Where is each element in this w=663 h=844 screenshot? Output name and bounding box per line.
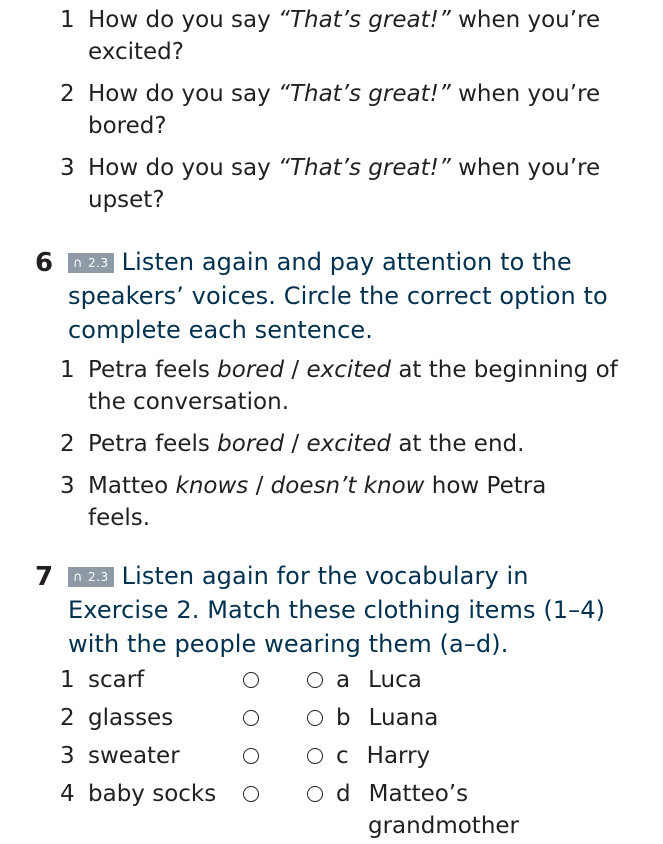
question-3-continued: upset? — [88, 187, 165, 213]
clothing-item-label: scarf — [88, 667, 145, 693]
option-2[interactable]: excited — [306, 431, 392, 457]
option-1[interactable]: bored — [217, 357, 285, 383]
person-label: Harry — [366, 743, 431, 769]
option-2[interactable]: excited — [306, 357, 392, 383]
item-letter: b — [336, 705, 351, 731]
exercise-7-instruction-line-3: with the people wearing them (a–d). — [68, 630, 509, 658]
item-letter: d — [336, 781, 351, 807]
question-3 — [60, 152, 600, 184]
item-number: 2 — [60, 431, 75, 457]
exercise-6-item-1-continued: the conversation. — [88, 389, 290, 415]
option-1[interactable]: knows — [175, 473, 249, 499]
clothing-item-label: baby socks — [88, 781, 217, 807]
question-text: How do you say — [88, 155, 279, 181]
question-text-end: when you’re — [450, 7, 601, 33]
circle-icon[interactable] — [307, 786, 323, 802]
circle-icon[interactable] — [307, 672, 323, 688]
quote-text: “That’s great!” — [278, 7, 451, 33]
exercise-7-number: 7 — [35, 562, 54, 592]
match-left-item — [60, 664, 144, 696]
item-letter: a — [336, 667, 351, 693]
audio-track-badge[interactable] — [68, 253, 114, 273]
question-number: 2 — [60, 81, 75, 107]
person-label: Luca — [368, 667, 422, 693]
option-1[interactable]: bored — [217, 431, 285, 457]
exercise-6-number: 6 — [35, 248, 54, 278]
match-left-item — [60, 740, 180, 772]
item-number: 1 — [60, 667, 75, 693]
option-separator: / — [248, 473, 271, 499]
question-text-end: when you’re — [450, 155, 601, 181]
exercise-6-item-3 — [60, 470, 546, 502]
option-separator: / — [284, 357, 307, 383]
question-number: 3 — [60, 155, 75, 181]
circle-icon[interactable] — [243, 786, 259, 802]
question-2-continued: bored? — [88, 113, 167, 139]
question-text-end: when you’re — [450, 81, 601, 107]
audio-track-number: 2.3 — [88, 570, 109, 584]
person-label: Matteo’s — [368, 781, 469, 807]
match-right-item — [336, 740, 430, 772]
match-left-item — [60, 702, 173, 734]
circle-icon[interactable] — [307, 748, 323, 764]
item-number: 3 — [60, 473, 75, 499]
instruction-text: Listen again for the vocabulary in — [121, 562, 529, 590]
audio-track-badge[interactable] — [68, 567, 114, 587]
exercise-7-instruction-line-2: Exercise 2. Match these clothing items (1–4) — [68, 596, 606, 624]
circle-icon[interactable] — [243, 672, 259, 688]
exercise-6-item-2 — [60, 428, 524, 460]
question-text: How do you say — [88, 7, 279, 33]
clothing-item-label: sweater — [88, 743, 180, 769]
question-number: 1 — [60, 7, 75, 33]
item-text-end: how Petra — [424, 473, 547, 499]
item-text: Matteo — [88, 473, 176, 499]
circle-icon[interactable] — [307, 710, 323, 726]
item-letter: c — [336, 743, 349, 769]
quote-text: “That’s great!” — [278, 155, 451, 181]
question-text: How do you say — [88, 81, 279, 107]
item-text-end: at the end. — [391, 431, 525, 457]
match-left-item — [60, 778, 216, 810]
exercise-7-instruction-line-1 — [68, 559, 529, 593]
exercise-6-item-3-continued: feels. — [88, 505, 151, 531]
question-1-continued: excited? — [88, 39, 184, 65]
exercise-6-instruction-line-3: complete each sentence. — [68, 316, 373, 344]
option-separator: / — [284, 431, 307, 457]
item-number: 3 — [60, 743, 75, 769]
match-right-item — [336, 778, 468, 810]
exercise-6-instruction-line-1 — [68, 245, 572, 279]
exercise-6-instruction-line-2: speakers’ voices. Circle the correct option to — [68, 282, 608, 310]
person-label: Luana — [368, 705, 439, 731]
item-text: Petra feels — [88, 357, 218, 383]
audio-track-number: 2.3 — [88, 256, 109, 270]
headphones-icon: ∩ — [73, 256, 84, 271]
quote-text: “That’s great!” — [278, 81, 451, 107]
item-number: 4 — [60, 781, 75, 807]
instruction-text: Listen again and pay attention to the — [121, 248, 572, 276]
item-number: 1 — [60, 357, 75, 383]
match-right-item-continued: grandmother — [368, 813, 520, 839]
circle-icon[interactable] — [243, 748, 259, 764]
clothing-item-label: glasses — [88, 705, 174, 731]
match-right-item — [336, 664, 422, 696]
item-text: Petra feels — [88, 431, 218, 457]
item-number: 2 — [60, 705, 75, 731]
exercise-6-item-1 — [60, 354, 618, 386]
question-2 — [60, 78, 600, 110]
question-1 — [60, 4, 600, 36]
item-text-end: at the beginning of — [391, 357, 618, 383]
match-right-item — [336, 702, 438, 734]
headphones-icon: ∩ — [73, 570, 84, 585]
circle-icon[interactable] — [243, 710, 259, 726]
option-2[interactable]: doesn’t know — [270, 473, 425, 499]
